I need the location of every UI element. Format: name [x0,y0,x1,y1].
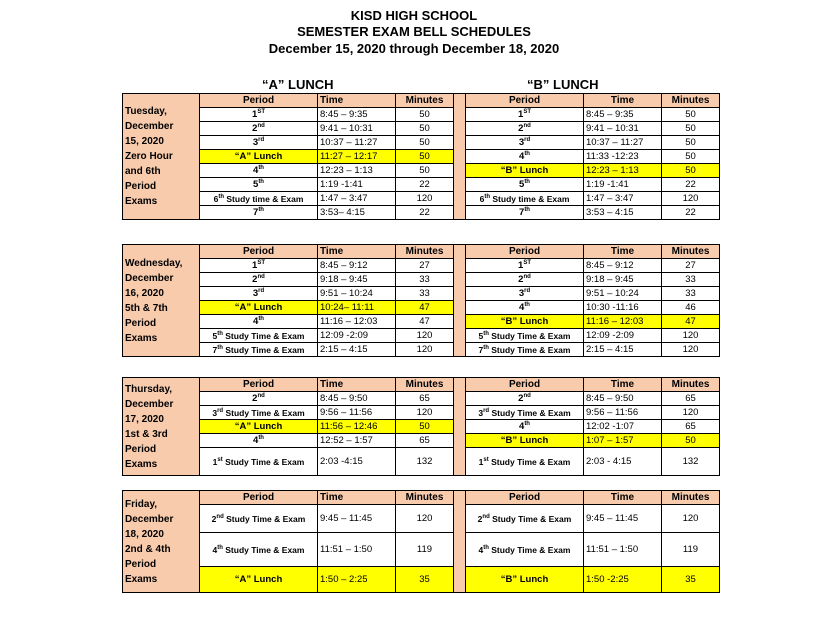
a-minutes-cell: 120 [396,406,454,420]
b-minutes-cell: 50 [662,108,720,122]
a-time-cell: 1:47 – 3:47 [318,192,396,206]
school-title: KISD HIGH SCHOOL [350,8,478,23]
a-period-cell: “A” Lunch [200,150,318,164]
schedule-table [122,93,720,220]
day-label-line: 2nd & 4th [125,543,171,555]
period-header: Period [200,378,318,392]
day-label-line: Exams [125,573,158,585]
a-time-cell: 1:19 -1:41 [318,178,396,192]
schedule-row [123,259,720,273]
schedule-row [123,343,720,357]
schedule-row [123,567,720,593]
day-label-line: Thursday, [125,383,173,395]
day-label [123,245,200,357]
b-time-cell: 2:03 - 4:15 [584,448,662,476]
a-time-cell: 8:45 – 9:12 [318,259,396,273]
a-period-cell: 4th [200,315,318,329]
minutes-header: Minutes [662,245,720,259]
schedule-row [123,178,720,192]
b-time-cell: 11:33 -12:23 [584,150,662,164]
a-minutes-cell: 120 [396,192,454,206]
b-period-cell: 5th Study Time & Exam [466,329,584,343]
b-period-cell: 3rd Study Time & Exam [466,406,584,420]
a-period-cell: 5th [200,178,318,192]
schedule-row [123,315,720,329]
a-time-cell: 9:18 – 9:45 [318,273,396,287]
a-period-cell: “A” Lunch [200,301,318,315]
a-minutes-cell: 120 [396,343,454,357]
day-label-line: 5th & 7th [125,302,168,314]
b-minutes-cell: 120 [662,406,720,420]
time-header: Time [584,245,662,259]
schedule-row [123,406,720,420]
thursday-schedule [122,377,710,476]
b-period-cell: 4th [466,150,584,164]
a-minutes-cell: 50 [396,108,454,122]
b-time-cell: 1:50 -2:25 [584,567,662,593]
a-period-cell: 5th Study Time & Exam [200,329,318,343]
schedule-row [123,329,720,343]
time-header: Time [318,94,396,108]
day-label-line: Wednesday, [125,257,183,269]
a-time-cell: 9:45 – 11:45 [318,505,396,533]
b-time-cell: 8:45 – 9:35 [584,108,662,122]
a-time-cell: 10:24– 11:11 [318,301,396,315]
day-label-line: Exams [125,196,158,207]
time-header: Time [584,491,662,505]
a-time-cell: 9:41 – 10:31 [318,122,396,136]
a-minutes-cell: 65 [396,434,454,448]
a-time-cell: 11:16 – 12:03 [318,315,396,329]
b-time-cell: 1:07 – 1:57 [584,434,662,448]
b-period-cell: “B” Lunch [466,164,584,178]
day-label-line: Tuesday, [125,106,167,117]
schedule-row [123,420,720,434]
b-minutes-cell: 120 [662,192,720,206]
a-time-cell: 11:56 – 12:46 [318,420,396,434]
a-minutes-cell: 50 [396,420,454,434]
b-time-cell: 3:53 – 4:15 [584,206,662,220]
b-time-cell: 9:18 – 9:45 [584,273,662,287]
schedule-row [123,192,720,206]
a-period-cell: 7th Study Time & Exam [200,343,318,357]
tuesday-schedule [122,93,710,220]
schedule-row [123,392,720,406]
day-label-line: December [125,121,174,132]
period-header: Period [466,245,584,259]
a-period-cell: 2nd [200,273,318,287]
a-minutes-cell: 22 [396,206,454,220]
b-time-cell: 9:51 – 10:24 [584,287,662,301]
a-period-cell: 6th Study time & Exam [200,192,318,206]
a-time-cell: 8:45 – 9:35 [318,108,396,122]
a-time-cell: 2:03 -4:15 [318,448,396,476]
b-time-cell: 1:47 – 3:47 [584,192,662,206]
a-period-cell: 1ST [200,259,318,273]
b-minutes-cell: 33 [662,287,720,301]
day-label [123,94,200,220]
column-divider [454,378,466,476]
a-period-cell: 1ST [200,108,318,122]
b-time-cell: 11:16 – 12:03 [584,315,662,329]
day-label-line: Period [125,443,157,455]
period-header: Period [466,491,584,505]
b-time-cell: 9:45 – 11:45 [584,505,662,533]
schedule-row [123,273,720,287]
date-range: December 15, 2020 through December 18, 2020 [268,41,560,56]
b-period-cell: 4th Study Time & Exam [466,533,584,567]
day-label-line: Period [125,181,157,192]
schedule-table [122,244,720,357]
b-time-cell: 8:45 – 9:50 [584,392,662,406]
b-period-cell: 6th Study time & Exam [466,192,584,206]
b-time-cell: 12:09 -2:09 [584,329,662,343]
b-time-cell: 2:15 – 4:15 [584,343,662,357]
b-time-cell: 12:02 -1:07 [584,420,662,434]
b-minutes-cell: 119 [662,533,720,567]
schedule-row [123,122,720,136]
a-minutes-cell: 47 [396,315,454,329]
a-period-cell: 2nd [200,392,318,406]
minutes-header: Minutes [662,378,720,392]
a-time-cell: 8:45 – 9:50 [318,392,396,406]
minutes-header: Minutes [396,491,454,505]
a-time-cell: 12:09 -2:09 [318,329,396,343]
a-period-cell: 2nd [200,122,318,136]
b-minutes-cell: 65 [662,392,720,406]
schedule-row [123,448,720,476]
schedule-row [123,533,720,567]
minutes-header: Minutes [662,491,720,505]
a-minutes-cell: 22 [396,178,454,192]
a-time-cell: 10:37 – 11:27 [318,136,396,150]
schedule-row [123,434,720,448]
day-label-line: 17, 2020 [125,413,164,425]
b-period-cell: 5th [466,178,584,192]
b-lunch-title: “B” LUNCH [527,77,599,92]
schedule-row [123,164,720,178]
a-minutes-cell: 27 [396,259,454,273]
b-minutes-cell: 50 [662,136,720,150]
day-label [123,378,200,476]
b-minutes-cell: 22 [662,206,720,220]
time-header: Time [318,491,396,505]
column-divider [454,245,466,357]
schedule-row [123,301,720,315]
b-period-cell: 7th Study Time & Exam [466,343,584,357]
b-minutes-cell: 50 [662,122,720,136]
day-label-line: Exams [125,458,158,470]
a-period-cell: 4th [200,434,318,448]
schedule-row [123,136,720,150]
b-time-cell: 9:56 – 11:56 [584,406,662,420]
b-time-cell: 8:45 – 9:12 [584,259,662,273]
a-time-cell: 11:51 – 1:50 [318,533,396,567]
b-period-cell: 3rd [466,136,584,150]
a-period-cell: 3rd Study Time & Exam [200,406,318,420]
a-time-cell: 12:23 – 1:13 [318,164,396,178]
schedule-row [123,206,720,220]
b-time-cell: 10:30 -11:16 [584,301,662,315]
b-time-cell: 11:51 – 1:50 [584,533,662,567]
b-minutes-cell: 120 [662,505,720,533]
a-minutes-cell: 119 [396,533,454,567]
b-minutes-cell: 35 [662,567,720,593]
day-label-line: December [125,513,174,525]
b-period-cell: 1ST [466,108,584,122]
b-minutes-cell: 27 [662,259,720,273]
day-label-line: Exams [125,332,158,344]
b-time-cell: 9:41 – 10:31 [584,122,662,136]
a-time-cell: 2:15 – 4:15 [318,343,396,357]
day-label-line: Period [125,558,157,570]
schedule-row [123,287,720,301]
minutes-header: Minutes [662,94,720,108]
time-header: Time [318,245,396,259]
a-minutes-cell: 132 [396,448,454,476]
b-time-cell: 1:19 -1:41 [584,178,662,192]
a-minutes-cell: 33 [396,273,454,287]
day-label-line: Period [125,317,157,329]
a-period-cell: “A” Lunch [200,567,318,593]
a-period-cell: 7th [200,206,318,220]
b-minutes-cell: 120 [662,343,720,357]
b-minutes-cell: 47 [662,315,720,329]
day-label-line: 15, 2020 [125,136,164,147]
column-divider [454,491,466,593]
b-minutes-cell: 33 [662,273,720,287]
period-header: Period [200,491,318,505]
b-minutes-cell: 22 [662,178,720,192]
period-header: Period [466,378,584,392]
day-label-line: December [125,272,174,284]
b-period-cell: 2nd Study Time & Exam [466,505,584,533]
b-period-cell: 4th [466,420,584,434]
b-period-cell: 1st Study Time & Exam [466,448,584,476]
b-period-cell: 7th [466,206,584,220]
a-time-cell: 3:53– 4:15 [318,206,396,220]
a-minutes-cell: 35 [396,567,454,593]
column-divider [454,94,466,220]
b-minutes-cell: 132 [662,448,720,476]
a-period-cell: 1st Study Time & Exam [200,448,318,476]
period-header: Period [200,245,318,259]
a-period-cell: 4th Study Time & Exam [200,533,318,567]
time-header: Time [584,378,662,392]
time-header: Time [584,94,662,108]
b-period-cell: “B” Lunch [466,315,584,329]
minutes-header: Minutes [396,94,454,108]
schedule-row [123,150,720,164]
b-period-cell: “B” Lunch [466,434,584,448]
a-minutes-cell: 120 [396,505,454,533]
a-time-cell: 9:51 – 10:24 [318,287,396,301]
a-minutes-cell: 47 [396,301,454,315]
day-label-line: 1st & 3rd [125,428,168,440]
a-period-cell: “A” Lunch [200,420,318,434]
a-time-cell: 11:27 – 12:17 [318,150,396,164]
b-minutes-cell: 65 [662,420,720,434]
day-label-line: Friday, [125,498,158,510]
b-period-cell: 3rd [466,287,584,301]
b-period-cell: 2nd [466,392,584,406]
schedule-table [122,490,720,593]
a-time-cell: 9:56 – 11:56 [318,406,396,420]
schedule-table [122,377,720,476]
friday-schedule [122,490,710,593]
b-time-cell: 10:37 – 11:27 [584,136,662,150]
day-label-line: and 6th [125,166,161,177]
schedule-row [123,505,720,533]
a-minutes-cell: 50 [396,122,454,136]
wednesday-schedule [122,244,710,357]
schedule-title: SEMESTER EXAM BELL SCHEDULES [297,24,531,39]
day-label-line: Zero Hour [125,151,173,162]
a-period-cell: 3rd [200,287,318,301]
b-period-cell: 2nd [466,122,584,136]
period-header: Period [466,94,584,108]
b-time-cell: 12:23 – 1:13 [584,164,662,178]
period-header: Period [200,94,318,108]
b-minutes-cell: 50 [662,150,720,164]
minutes-header: Minutes [396,245,454,259]
a-period-cell: 2nd Study Time & Exam [200,505,318,533]
a-period-cell: 4th [200,164,318,178]
b-minutes-cell: 50 [662,164,720,178]
a-time-cell: 12:52 – 1:57 [318,434,396,448]
day-label [123,491,200,593]
b-period-cell: 4th [466,301,584,315]
a-minutes-cell: 50 [396,164,454,178]
schedule-row [123,108,720,122]
b-minutes-cell: 50 [662,434,720,448]
a-minutes-cell: 50 [396,136,454,150]
b-period-cell: 2nd [466,273,584,287]
a-minutes-cell: 50 [396,150,454,164]
day-label-line: 18, 2020 [125,528,164,540]
a-minutes-cell: 120 [396,329,454,343]
a-time-cell: 1:50 – 2:25 [318,567,396,593]
day-label-line: 16, 2020 [125,287,164,299]
a-minutes-cell: 33 [396,287,454,301]
b-period-cell: 1ST [466,259,584,273]
day-label-line: December [125,398,174,410]
b-minutes-cell: 46 [662,301,720,315]
b-minutes-cell: 120 [662,329,720,343]
a-period-cell: 3rd [200,136,318,150]
a-minutes-cell: 65 [396,392,454,406]
minutes-header: Minutes [396,378,454,392]
time-header: Time [318,378,396,392]
a-lunch-title: “A” LUNCH [262,77,334,92]
b-period-cell: “B” Lunch [466,567,584,593]
